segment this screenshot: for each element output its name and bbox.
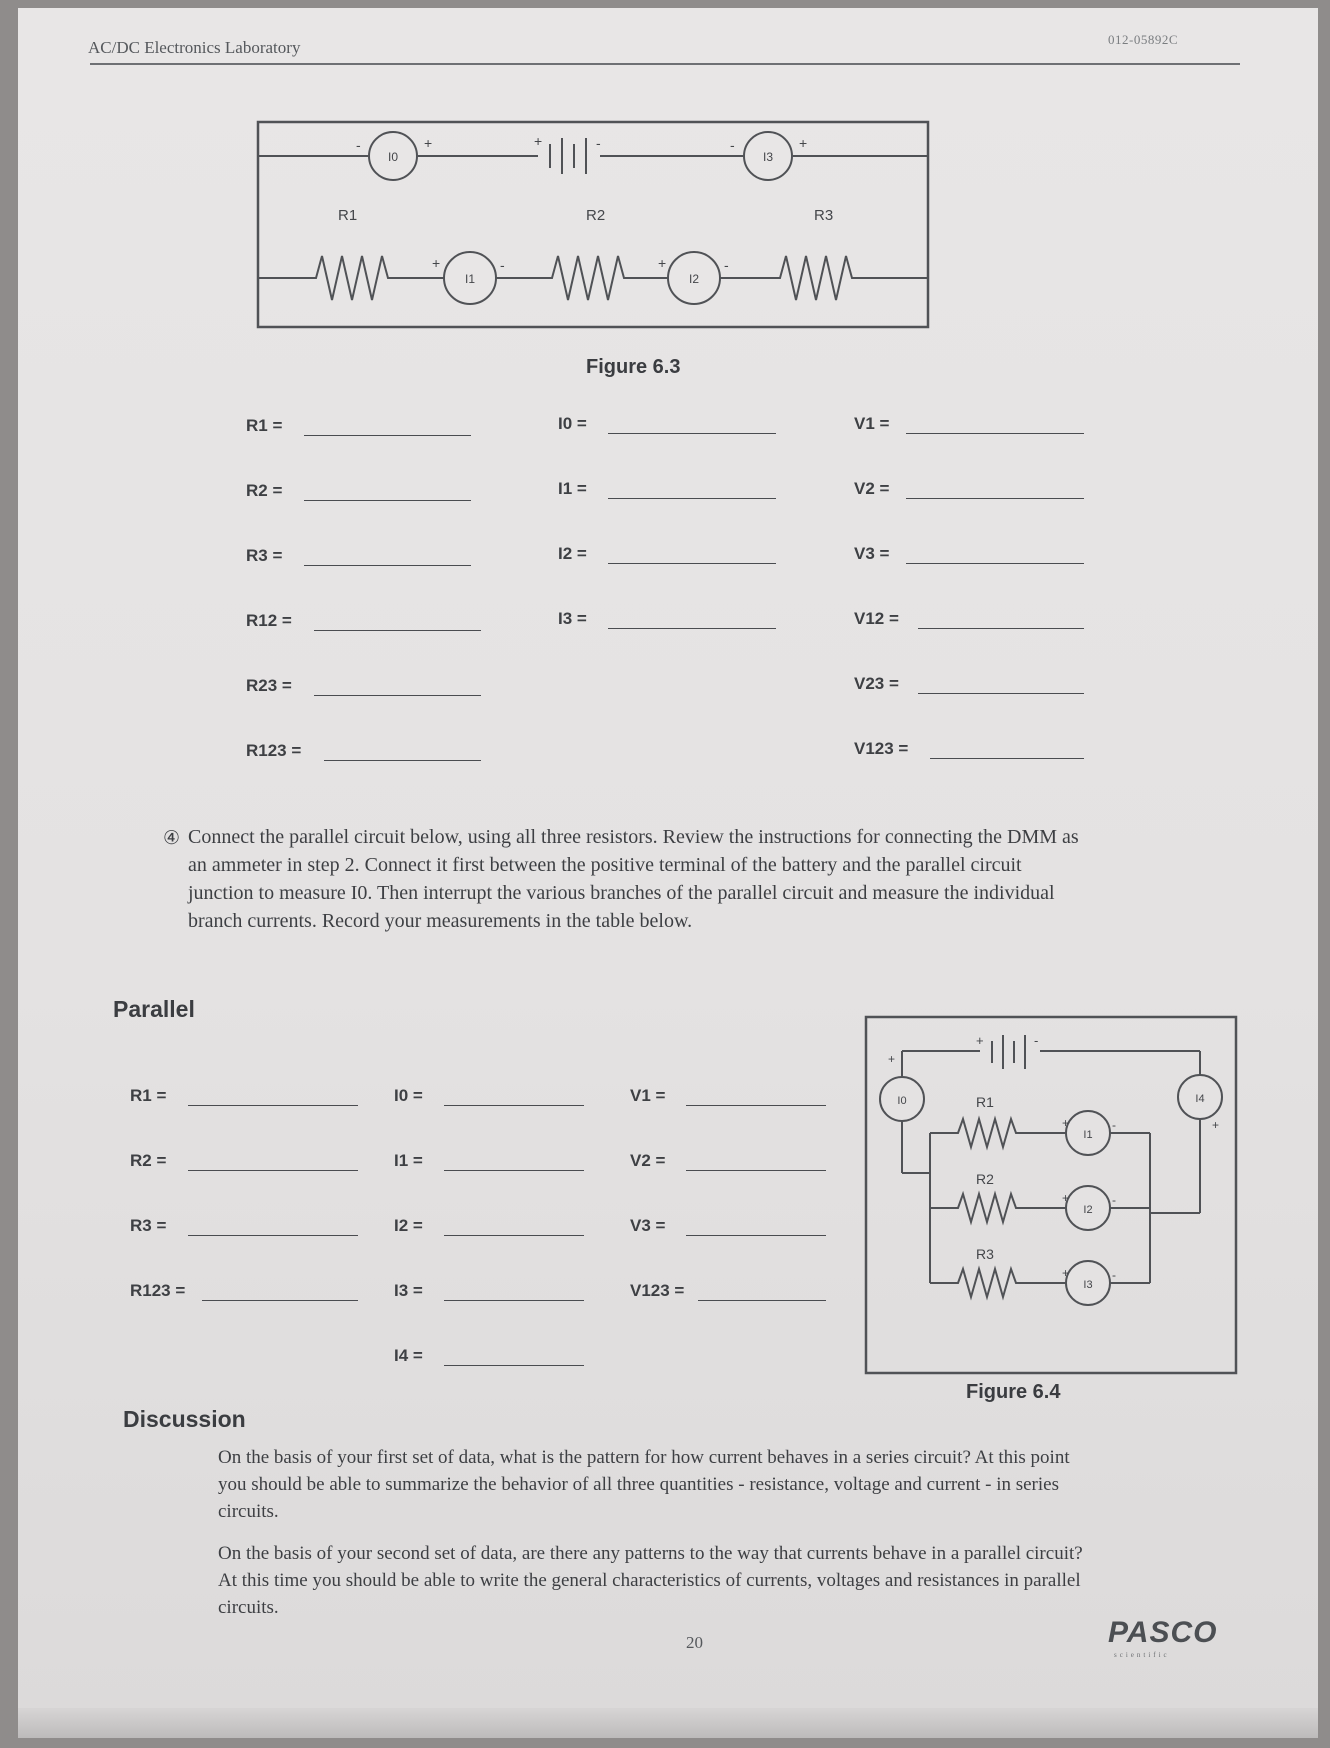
svg-text:+: + [888, 1052, 896, 1066]
field-r2-parallel[interactable]: R2 = [130, 1145, 358, 1175]
field-v12-series[interactable]: V12 = [854, 603, 1084, 633]
field-i2-parallel[interactable]: I2 = [394, 1210, 584, 1240]
meter-label-i2-parallel: I2 [1083, 1204, 1093, 1216]
resistor-label-r2-parallel: R2 [976, 1171, 994, 1187]
svg-text:+: + [432, 255, 441, 271]
ammeter-i3-parallel [1062, 1261, 1116, 1305]
field-r2-series[interactable]: R2 = [246, 475, 471, 505]
svg-text:-: - [1112, 1193, 1116, 1207]
resistor-r1-series [258, 256, 444, 300]
meter-label-i2: I2 [688, 272, 700, 286]
field-r1-parallel[interactable]: R1 = [130, 1080, 358, 1110]
ammeter-i2-parallel [1062, 1186, 1116, 1230]
ammeter-i2-series [658, 252, 729, 304]
field-r123-series[interactable]: R123 = [246, 735, 481, 765]
field-i3-series[interactable]: I3 = [558, 603, 776, 633]
resistor-r1-parallel [930, 1119, 1066, 1147]
field-i1-series[interactable]: I1 = [558, 473, 776, 503]
resistor-label-r3-parallel: R3 [976, 1246, 994, 1262]
ammeter-i1-parallel [1062, 1111, 1116, 1155]
header-divider [90, 63, 1240, 65]
field-i4-parallel[interactable]: I4 = [394, 1340, 584, 1370]
page-number: 20 [686, 1633, 703, 1652]
field-r3-parallel[interactable]: R3 = [130, 1210, 358, 1240]
resistor-r2-parallel [930, 1194, 1066, 1222]
svg-text:-: - [500, 257, 505, 273]
svg-text:-: - [1034, 1033, 1039, 1048]
field-v1-series[interactable]: V1 = [854, 408, 1084, 438]
parallel-heading: Parallel [113, 996, 195, 1022]
resistor-r3-series [720, 256, 928, 300]
field-r1-series[interactable]: R1 = [246, 410, 471, 440]
field-v123-parallel[interactable]: V123 = [630, 1275, 826, 1305]
resistor-label-r2: R2 [586, 207, 606, 224]
header-title: AC/DC Electronics Laboratory [88, 38, 301, 57]
discussion-heading: Discussion [123, 1406, 246, 1432]
field-v3-series[interactable]: V3 = [854, 538, 1084, 568]
resistor-r2-series [496, 256, 668, 300]
resistor-label-r3: R3 [814, 207, 834, 224]
page-bottom-edge [18, 1708, 1318, 1738]
resistor-label-r1-parallel: R1 [976, 1094, 994, 1110]
meter-label-i4-parallel: I4 [1195, 1093, 1205, 1105]
field-i0-series[interactable]: I0 = [558, 408, 776, 438]
svg-text:+: + [1062, 1191, 1070, 1205]
svg-text:-: - [1112, 1118, 1116, 1132]
svg-text:-: - [724, 257, 729, 273]
step-4-marker: ④ [163, 828, 181, 849]
svg-text:-: - [596, 135, 601, 151]
meter-label-i0-parallel: I0 [897, 1095, 907, 1107]
field-v123-series[interactable]: V123 = [854, 733, 1084, 763]
document-code: 012-05892C [1108, 32, 1178, 47]
field-i0-parallel[interactable]: I0 = [394, 1080, 584, 1110]
meter-label-i1-parallel: I1 [1083, 1129, 1093, 1141]
svg-text:+: + [534, 133, 543, 149]
pasco-logo: PASCO [1108, 1616, 1218, 1649]
discussion-question-2: On the basis of your second set of data, are there any patterns to the way that currents behave in a parallel circuit? At this time you should be able to write the general characteristics of currents, voltages and resistances in parallel circuits. [218, 1543, 1083, 1618]
field-v23-series[interactable]: V23 = [854, 668, 1084, 698]
resistor-r3-parallel [930, 1269, 1066, 1297]
svg-text:+: + [424, 135, 433, 151]
svg-text:+: + [799, 135, 808, 151]
field-v3-parallel[interactable]: V3 = [630, 1210, 826, 1240]
figure-6-4-diagram [840, 1003, 1240, 1383]
figure-6-3-caption: Figure 6.3 [586, 356, 681, 378]
svg-text:+: + [976, 1033, 984, 1048]
field-r12-series[interactable]: R12 = [246, 605, 481, 635]
battery-symbol-parallel [976, 1033, 1038, 1069]
meter-label-i1: I1 [464, 272, 476, 286]
field-r123-parallel[interactable]: R123 = [130, 1275, 358, 1305]
field-i3-parallel[interactable]: I3 = [394, 1275, 584, 1305]
resistor-label-r1: R1 [338, 207, 358, 224]
svg-text:-: - [356, 137, 361, 153]
svg-text:-: - [1112, 1268, 1116, 1282]
step-4-instructions: Connect the parallel circuit below, using all three resistors. Review the instructions for connecting the DMM as an ammeter in step 2. Connect it first between the positive terminal of the battery and the parallel circuit junction to measure I0. Then interrupt the various branches of the parallel circuit and measure the individual branch currents. Record your measurements in the table below. [188, 826, 1079, 932]
meter-label-i0: I0 [387, 150, 399, 164]
figure-6-4-caption: Figure 6.4 [966, 1381, 1061, 1403]
field-v1-parallel[interactable]: V1 = [630, 1080, 826, 1110]
battery-symbol-series [534, 133, 601, 174]
field-i1-parallel[interactable]: I1 = [394, 1145, 584, 1175]
svg-text:-: - [730, 137, 735, 153]
field-i2-series[interactable]: I2 = [558, 538, 776, 568]
field-r3-series[interactable]: R3 = [246, 540, 471, 570]
svg-text:+: + [1212, 1118, 1220, 1132]
figure-6-3-diagram [248, 108, 1038, 358]
worksheet-page [18, 8, 1318, 1738]
field-v2-series[interactable]: V2 = [854, 473, 1084, 503]
discussion-question-1: On the basis of your first set of data, what is the pattern for how current behaves in a series circuit? At this point you should be able to summarize the behavior of all three quantities - resistance, voltage and current - in series circuits. [218, 1447, 1070, 1522]
field-r23-series[interactable]: R23 = [246, 670, 481, 700]
svg-text:+: + [1062, 1116, 1070, 1130]
svg-text:+: + [658, 255, 667, 271]
svg-text:+: + [1062, 1266, 1070, 1280]
pasco-logo-tagline: scientific [1114, 1651, 1170, 1659]
field-v2-parallel[interactable]: V2 = [630, 1145, 826, 1175]
meter-label-i3-parallel: I3 [1083, 1279, 1093, 1291]
meter-label-i3: I3 [762, 150, 774, 164]
